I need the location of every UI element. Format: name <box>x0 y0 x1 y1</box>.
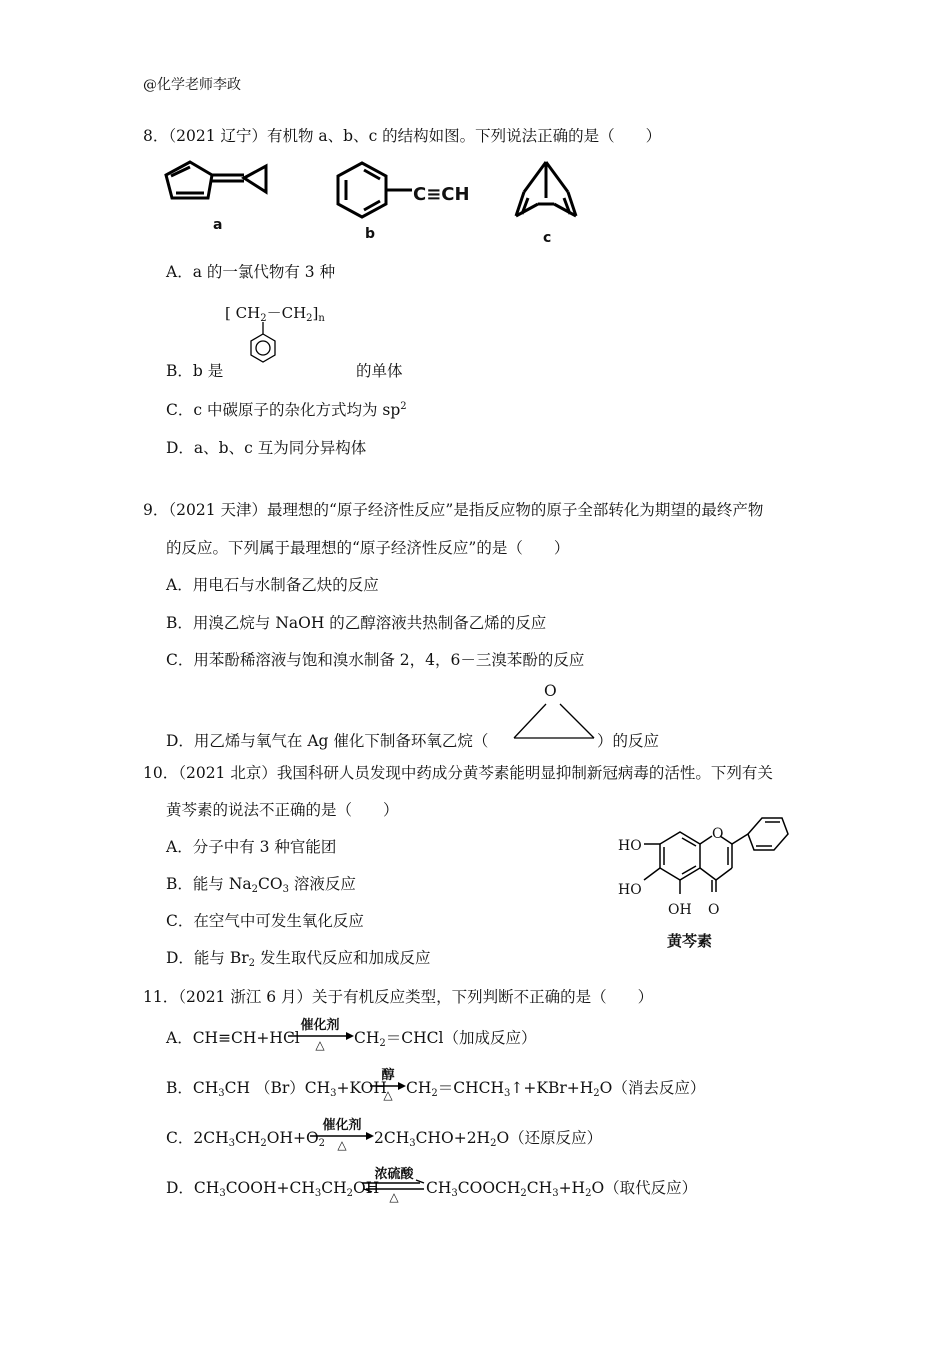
q11-option-d-left: D．$CH_3COOH+CH_3CH_2OH$ <box>166 1179 380 1199</box>
q9-option-d-pre: D．用乙烯与氧气在 Ag 催化下制备环氧乙烷（ <box>166 732 489 750</box>
q8-option-a: A．a 的一氯代物有 3 种 <box>166 263 336 281</box>
q11-c-condition: 催化剂 <box>322 1118 362 1133</box>
q9-option-d-post: ）的反应 <box>597 732 660 750</box>
q11-option-b-left: B．$CH_3CH$ $(Br)CH_3+KOH$ <box>166 1079 387 1099</box>
q9-option-b: B．用溴乙烷与 NaOH 的乙醇溶液共热制备乙烯的反应 <box>166 614 547 632</box>
epoxide-ring <box>512 694 596 742</box>
baicalein-keto-oxygen: O <box>708 902 720 918</box>
q10-stem-line2: 黄芩素的说法不正确的是（ ） <box>166 801 399 819</box>
label-b: b <box>365 226 376 242</box>
q8-option-b-post: 的单体 <box>356 362 403 380</box>
q10-option-d: D．能与 $Br_2$ 发生取代反应和加成反应 <box>166 949 431 969</box>
q11-d-condition: 浓硫酸 <box>374 1167 414 1182</box>
label-a: a <box>213 217 223 233</box>
q8-option-b-pre: B．b 是 <box>166 362 224 380</box>
baicalein-ho-middle: HO <box>618 882 642 898</box>
q10-option-c: C．在空气中可发生氧化反应 <box>166 912 364 930</box>
baicalein-ho-top: HO <box>618 838 642 854</box>
q8-stem: 8．（2021 辽宁）有机物 a、b、c 的结构如图。下列说法正确的是（ ） <box>143 127 662 145</box>
q11-stem: 11．（2021 浙江 6 月）关于有机反应类型，下列判断不正确的是（ ） <box>143 988 654 1006</box>
q11-d-heat: △ <box>389 1190 399 1204</box>
page-header: @化学老师李政 <box>143 77 241 93</box>
q10-option-a: A．分子中有 3 种官能团 <box>166 838 337 856</box>
q9-option-a: A．用电石与水制备乙炔的反应 <box>166 576 379 594</box>
q10-option-b: B．能与 $Na_2CO_3$ 溶液反应 <box>166 875 356 895</box>
baicalein-ring-oxygen: O <box>712 826 724 842</box>
polystyrene-benzene-ring <box>249 322 279 364</box>
b-alkyne-group: C≡CH <box>413 184 470 205</box>
q11-c-heat: △ <box>337 1138 347 1152</box>
q11-option-d-right: $CH_3COOCH_2CH_3+H_2O$（取代反应） <box>426 1179 698 1199</box>
q11-b-heat: △ <box>383 1088 393 1102</box>
q11-option-b-right: $CH_2=CHCH_3↑+KBr+H_2O$（消去反应） <box>406 1079 706 1099</box>
label-c: c <box>543 230 552 246</box>
q11-option-a-right: $CH_2=CHCl$（加成反应） <box>354 1029 537 1049</box>
q9-stem-line1: 9．（2021 天津）最理想的“原子经济性反应”是指反应物的原子全部转化为期望的最终产物 <box>143 501 764 519</box>
q11-b-condition: 醇 <box>381 1068 395 1083</box>
q11-option-c-left: C．$2CH_3CH_2OH+O_2$ <box>166 1129 326 1149</box>
q10-stem-line1: 10．（2021 北京）我国科研人员发现中药成分黄芩素能明显抑制新冠病毒的活性。下列有关 <box>143 764 773 782</box>
baicalein-oh-bottom: OH <box>668 902 692 918</box>
q11-option-c-right: $2CH_3CHO+2H_2O$（还原反应） <box>374 1129 603 1149</box>
q8-option-c: C．c 中碳原子的杂化方式均为 $sp^2$ <box>166 401 407 419</box>
molecule-c <box>512 158 582 224</box>
q8-option-d: D．a、b、c 互为同分异构体 <box>166 439 367 457</box>
q11-a-heat: △ <box>315 1038 325 1052</box>
q11-a-condition: 催化剂 <box>300 1018 340 1033</box>
epoxide-oxygen: O <box>544 682 557 700</box>
polystyrene-formula: [ $CH_2-CH_2]_n$ <box>225 304 325 324</box>
q11-option-a-left: A．CH≡CH+HCl <box>166 1029 300 1047</box>
q9-stem-line2: 的反应。下列属于最理想的“原子经济性反应”的是（ ） <box>166 539 570 557</box>
q9-option-c: C．用苯酚稀溶液与饱和溴水制备 2，4，6－三溴苯酚的反应 <box>166 651 585 669</box>
baicalein-caption: 黄芩素 <box>667 932 713 950</box>
